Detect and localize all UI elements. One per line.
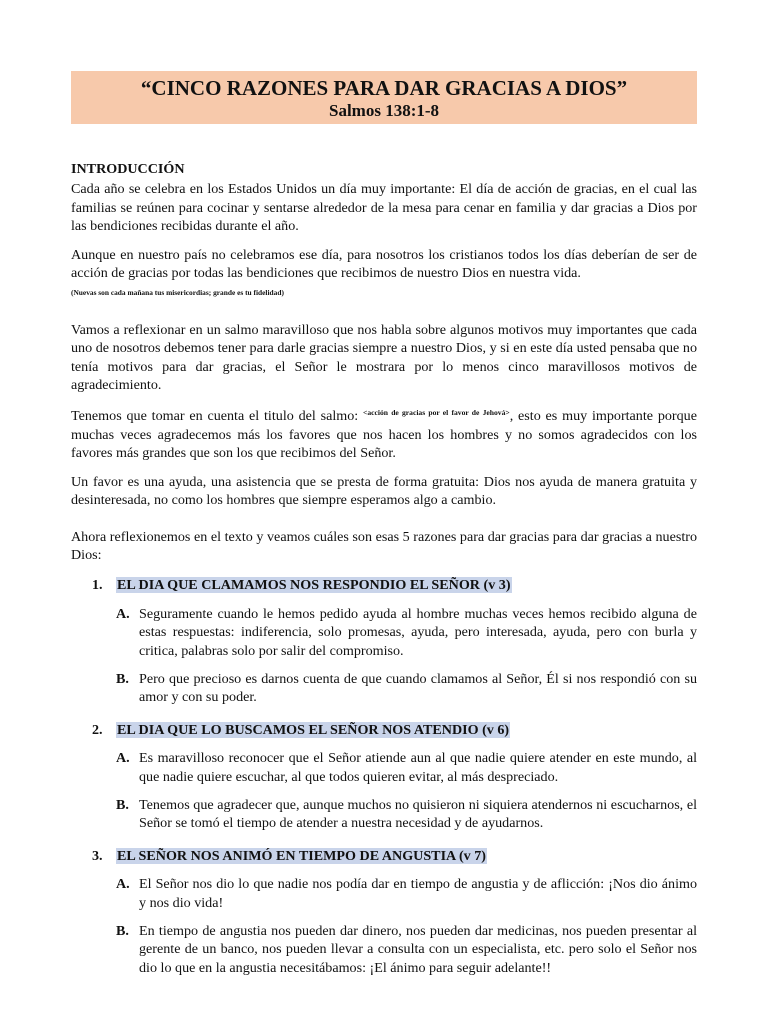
item-letter: B. [116,923,129,939]
section-heading [71,576,697,594]
section-heading [71,847,697,865]
section-number: 1. [92,577,103,594]
intro-paragraph-5: Un favor es una ayuda, una asistencia que se presta de forma gratuita: Dios nos ayuda de manera gratuita y desinteresada, no como los hombres que siempre esperamos algo a cambio. [71,473,697,509]
psalm-title-note: <acción de gracias por el favor de Jehová> [363,408,510,418]
document-body [71,160,697,991]
intro-paragraph-3: Vamos a reflexionar en un salmo maravilloso que nos habla sobre algunos motivos muy importantes que cada uno de nosotros debemos tener para darle gracias siempre a nuestro Dios, y si en este día usted pensaba que no tenía motivos para dar gracias, el Señor le mostrara por lo menos cinco maravillosos motivos de agradecimiento. [71,321,697,394]
section-title: EL DIA QUE LO BUSCAMOS EL SEÑOR NOS ATENDIO (v 6) [117,721,510,738]
item-text: El Señor nos dio lo que nadie nos podía dar en tiempo de angustia y de aflicción: ¡Nos dio ánimo y nos dio vida! [139,876,697,911]
section-title: EL DIA QUE CLAMAMOS NOS RESPONDIO EL SEÑOR (v 3) [117,577,511,594]
list-item [71,875,697,912]
intro-paragraph-2 [71,246,697,301]
p4-rest: , esto es muy importante porque muchas veces agradecemos más los favores que nos hacen los hombres y no somos agradecidos con los favores más grandes que son los que recibimos del Señor. [71,408,697,462]
verse-note: (Nuevas son cada mañana tus misericordias; grande es tu fidelidad) [71,288,284,298]
item-letter: A. [116,750,130,767]
list-item [71,670,697,707]
title-banner [71,71,697,124]
list-item [71,796,697,833]
section-title: EL SEÑOR NOS ANIMÓ EN TIEMPO DE ANGUSTIA (v 7) [117,847,486,864]
intro-paragraph-2-text: Aunque en nuestro país no celebramos ese día, para nosotros los cristianos todos los días deberían de ser de acción de gracias por todas las bendiciones que recibimos de nuestro Dios en nuestra vida. [71,246,697,282]
p4-lead: Tenemos que tomar en cuenta el titulo del salmo: [71,408,364,425]
list-item [71,749,697,786]
intro-paragraph-1: Cada año se celebra en los Estados Unidos un día muy importante: El día de acción de gracias, en el cual las familias se reúnen para cocinar y sentarse alrededor de la mesa para cenar en familia y dar gracias a Dios por las bendiciones recibidas durante el año. [71,181,697,235]
item-text: Es maravilloso reconocer que el Señor atiende aun al que nadie quiere atender en este mundo, al que nadie quiere escuchar, al que todos quieren evitar, al más despreciado. [139,750,697,785]
section-1 [71,576,697,706]
section-2 [71,721,697,833]
list-item [71,605,697,660]
item-text: En tiempo de angustia nos pueden dar dinero, nos pueden dar medicinas, nos pueden presentar al gerente de un banco, nos pueden llevar a consulta con un especialista, etc. pero solo el Señor nos dio lo que en la angustia necesitábamos: ¡El ánimo para seguir adelante!! [139,923,697,976]
item-letter: B. [116,796,129,813]
intro-paragraph-4 [71,404,697,462]
section-number: 3. [92,847,103,864]
item-text: Tenemos que agradecer que, aunque muchos no quisieron ni siquiera atendernos ni escucharnos, el Señor se tomó el tiempo de atender a nuestra necesidad y de ayudarnos. [139,796,697,832]
item-letter: A. [116,605,130,622]
document-title: “CINCO RAZONES PARA DAR GRACIAS A DIOS” [140,76,628,100]
item-text: Pero que precioso es darnos cuenta de que cuando clamamos al Señor, Él si nos respondió con su amor y con su poder. [139,670,697,706]
intro-heading: INTRODUCCIÓN [71,161,185,177]
section-3 [71,847,697,977]
item-letter: A. [116,876,130,893]
section-heading [71,721,697,739]
item-text: Seguramente cuando le hemos pedido ayuda al hombre muchas veces hemos recibido alguna de estas respuestas: indiferencia, solo promesas, ayuda, pero interesada, ayuda, pero con burla y critica, palabras solo por salir del compromiso. [139,605,697,659]
intro-paragraph-6: Ahora reflexionemos en el texto y veamos cuáles son esas 5 razones para dar gracias para dar gracias a nuestro Dios: [71,528,697,563]
scripture-reference: Salmos 138:1-8 [328,101,440,120]
section-number: 2. [92,721,103,738]
list-item [71,922,697,977]
item-letter: B. [116,670,129,687]
